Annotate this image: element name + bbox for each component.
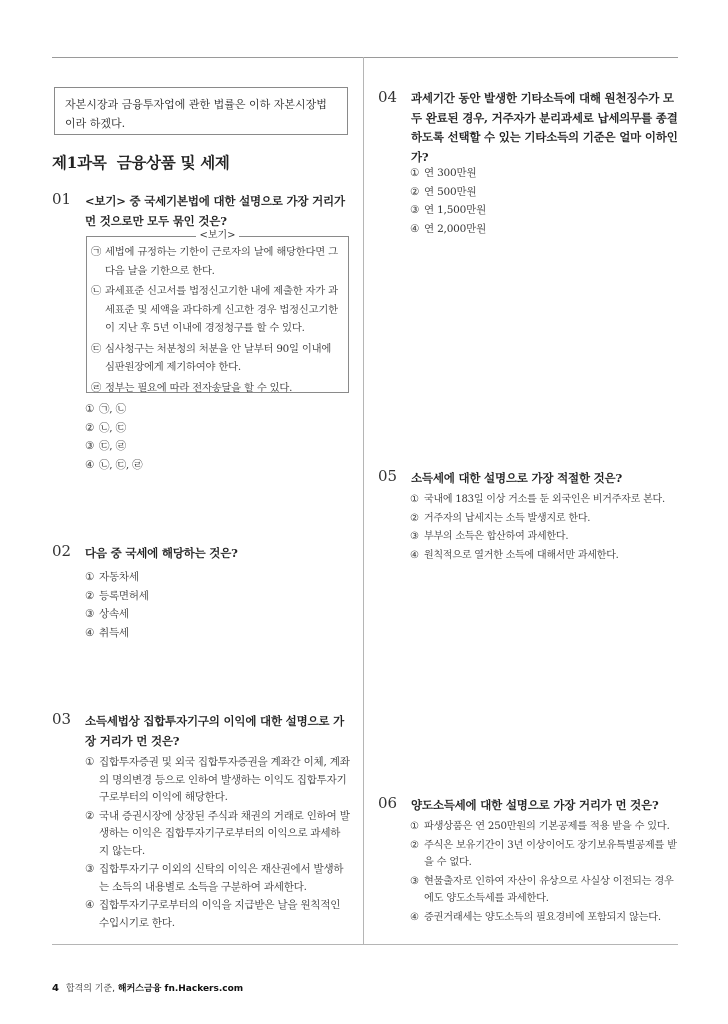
question-text: <보기> 중 국세기본법에 대한 설명으로 가장 거리가 먼 것으로만 모두 묶인 것은? <box>85 194 345 228</box>
answer-option[interactable]: ① 집합투자증권 및 외국 집합투자증권을 계좌간 이체, 계좌의 명의변경 등으로 인하여 발생하는 이익도 집합투자기구로부터의 이익에 해당한다. <box>85 756 350 803</box>
bogi-box <box>86 230 349 394</box>
question-number: 04 <box>378 88 398 106</box>
bogi-item: ㉠ 세법에 규정하는 기한이 근로자의 날에 해당한다면 그 다음 날을 기한으로 한다. <box>91 246 338 277</box>
answer-option[interactable]: ④ 원칙적으로 열거한 소득에 대해서만 과세한다. <box>410 549 619 561</box>
answer-option[interactable]: ① ㉠, ㉡ <box>85 403 126 415</box>
answer-option[interactable]: ③ 상속세 <box>85 608 129 620</box>
bogi-item: ㉡ 과세표준 신고서를 법정신고기한 내에 제출한 자가 과세표준 및 세액을 과다하게 신고한 경우 법정신고기한이 지난 후 5년 이내에 경정청구를 할 수 있다. <box>91 285 338 334</box>
question-text: 소득세에 대한 설명으로 가장 적절한 것은? <box>411 471 623 485</box>
answer-option[interactable]: ① 연 300만원 <box>410 167 477 179</box>
question-text: 소득세법상 집합투자기구의 이익에 대한 설명으로 가장 거리가 먼 것은? <box>85 714 345 748</box>
answer-option[interactable]: ① 파생상품은 연 250만원의 기본공제를 적용 받을 수 있다. <box>410 821 670 832</box>
footer-brand-link[interactable]: 해커스금융 fn.Hackers.com <box>117 984 244 994</box>
answer-option[interactable]: ③ 집합투자기구 이외의 신탁의 이익은 재산권에서 발생하는 소득의 내용별로 소득을 구분하여 과세한다. <box>85 863 344 893</box>
answer-option[interactable]: ① 국내에 183일 이상 거소를 둔 외국인은 비거주자로 본다. <box>410 494 665 505</box>
question-text: 과세기간 동안 발생한 기타소득에 대해 원천징수가 모두 완료된 경우, 거주자가 분리과세로 납세의무를 종결하도록 선택할 수 있는 기타소득의 기준은 얼마 이하인가? <box>411 91 678 164</box>
answer-option[interactable]: ② 연 500만원 <box>410 185 477 198</box>
bogi-title: <보기> <box>87 229 348 243</box>
answer-option[interactable]: ③ 부부의 소득은 합산하여 과세한다. <box>410 531 569 542</box>
answer-options <box>85 400 345 474</box>
answer-option[interactable]: ② ㉡, ㉢ <box>85 421 126 434</box>
question-number: 01 <box>52 190 72 208</box>
answer-option[interactable]: ② 거주자의 납세지는 소득 발생지로 한다. <box>410 512 591 524</box>
answer-option[interactable]: ② 주식은 보유기간이 3년 이상이어도 장기보유특별공제를 받을 수 없다. <box>410 839 677 868</box>
subject-title: 제1과목 금융상품 및 세제 <box>52 153 230 172</box>
question-text: 다음 중 국세에 해당하는 것은? <box>85 546 238 560</box>
answer-option[interactable]: ③ 연 1,500만원 <box>410 204 487 216</box>
answer-option[interactable]: ④ 연 2,000만원 <box>410 222 487 235</box>
answer-option[interactable]: ④ 취득세 <box>85 626 129 639</box>
question-text: 양도소득세에 대한 설명으로 가장 거리가 먼 것은? <box>411 798 659 812</box>
answer-option[interactable]: ③ 현물출자로 인하여 자산이 유상으로 사실상 이전되는 경우에도 양도소득세를 과세한다. <box>410 875 674 904</box>
answer-option[interactable]: ② 국내 증권시장에 상장된 주식과 채권의 거래로 인하여 발생하는 이익은 집합투자기구로부터의 이익으로 과세하지 않는다. <box>85 809 350 857</box>
answer-option[interactable]: ④ 증권거래세는 양도소득의 필요경비에 포함되지 않는다. <box>410 911 661 923</box>
question-number: 05 <box>378 467 398 485</box>
answer-options <box>410 164 675 238</box>
page-footer <box>52 981 243 994</box>
answer-options <box>85 754 350 932</box>
answer-option[interactable]: ② 등록면허세 <box>85 589 149 602</box>
answer-option[interactable]: ④ ㉡, ㉢, ㉣ <box>85 458 143 471</box>
top-rule <box>52 57 678 58</box>
question-number: 06 <box>378 794 398 812</box>
bogi-item: ㉣ 정부는 필요에 따라 전자송달을 할 수 있다. <box>91 381 293 394</box>
answer-option[interactable]: ④ 집합투자기구로부터의 이익을 지급받은 날을 원칙적인 수입시기로 한다. <box>85 899 341 929</box>
page-number: 4 <box>52 983 59 994</box>
bottom-rule <box>52 944 678 945</box>
answer-options <box>410 491 685 565</box>
answer-options <box>85 568 345 642</box>
abbreviation-note: 자본시장과 금융투자업에 관한 법률은 이하 자본시장법이라 하겠다. <box>54 87 348 135</box>
answer-option[interactable]: ③ ㉢, ㉣ <box>85 440 126 452</box>
answer-option[interactable]: ① 자동차세 <box>85 571 139 583</box>
question-number: 02 <box>52 542 72 560</box>
bogi-item: ㉢ 심사청구는 처분청의 처분을 안 날부터 90일 이내에 심판원장에게 제기하여야 한다. <box>91 342 332 373</box>
column-divider <box>363 57 364 944</box>
answer-options <box>410 818 680 926</box>
question-number: 03 <box>52 710 72 728</box>
footer-text: 합격의 기준, <box>65 984 116 994</box>
